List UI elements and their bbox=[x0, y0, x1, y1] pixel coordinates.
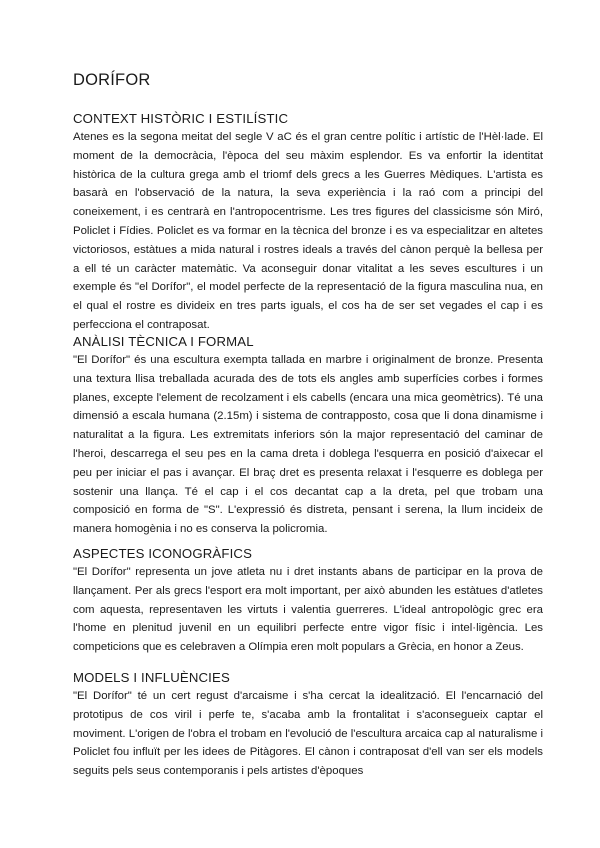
document-title: DORÍFOR bbox=[73, 71, 151, 89]
section-context bbox=[73, 110, 543, 335]
section-heading: CONTEXT HISTÒRIC I ESTILÍSTIC bbox=[73, 111, 289, 126]
section-heading: ANÀLISI TÈCNICA I FORMAL bbox=[73, 334, 254, 349]
section-heading: MODELS I INFLUÈNCIES bbox=[73, 670, 230, 685]
section-models bbox=[73, 669, 543, 781]
section-body: "El Dorífor" és una escultura exempta tallada en marbre i originalment de bronze. Presenta una textura llisa treballada acurada des de tots els angles amb superfícies corbes i formes planes, excepte l'element de recolzament i els cabells (encara una mica geomètrics). Té una dimensió a escala humana (2.15m) i sistema de contrapposto, cosa que li dona dinamisme i naturalitat a la figura. Les extremitats inferiors són la major representació del caminar de l'heroi, descarrega el seu pes en la cama dreta i doblega l'esquerra en posició d'aixecar el peu per iniciar el pas i avançar. El braç dret es presenta relaxat i l'esquerre es doblega per sostenir una llança. Té el cap i el cos decantat cap a la dreta, pel que trobam una composició en forma de "S". L'expressió és distreta, pensant i serena, la llum incideix de manera homogènia i no es conserva la policromia. bbox=[73, 354, 543, 536]
section-body: Atenes es la segona meitat del segle V aC és el gran centre polític i artístic de l'Hèl·lade. El moment de la democràcia, l'època del seu màxim esplendor. Es va enfortir la identitat històrica de la cultura grega amb el triomf dels grecs a les Guerres Mèdiques. L'artista es basarà en l'observació de la natura, la seva experiència i la raó com a principi del coneixement, i es centrarà en l'antropocentrisme. Les tres figures del classicisme són Miró, Policlet i Fídies. Policlet es va formar en la tècnica del bronze i es va especialitzar en altetes victoriosos, estàtues a mida natural i rostres ideals a través del cànon perquè la bellesa per a ell té un caràcter matemàtic. Va aconseguir donar vitalitat a les seves escultures i un exemple és "el Dorífor", el model perfecte de la representació de la figura masculina nua, en el qual el rostre es divideix en tres parts iguals, el cos ha de ser set vegades el cap i es perfecciona el contraposat. bbox=[73, 131, 543, 331]
section-heading: ASPECTES ICONOGRÀFICS bbox=[73, 546, 253, 561]
section-analysis bbox=[73, 333, 543, 539]
section-iconography bbox=[73, 545, 543, 657]
section-body: "El Dorífor" representa un jove atleta nu i dret instants abans de participar en la prova de llançament. Per als grecs l'esport era molt important, per això abunden les estàtues d'atletes com aquesta, representaven les virtuts i valentia guerreres. L'ideal antropològic grec era l'home en plenitud juvenil en un equilibri perfecte entre vigor físic i intel·ligència. Les competicions que es celebraven a Olímpia eren molt populars a Grècia, en honor a Zeus. bbox=[73, 566, 543, 654]
section-body: "El Dorífor" té un cert regust d'arcaisme i s'ha cercat la idealització. El l'encarnació del prototipus de cos viril i perfe te, s'acaba amb la frontalitat i s'aconsegueix captar el moviment. L'origen de l'obra el trobam en l'evolució de l'escultura arcaica cap al naturalisme i Policlet fou influït per les idees de Pitàgores. El cànon i contraposat d'ell van ser els models seguits pels seus contemporanis i pels artistes d'èpoques bbox=[73, 690, 543, 778]
